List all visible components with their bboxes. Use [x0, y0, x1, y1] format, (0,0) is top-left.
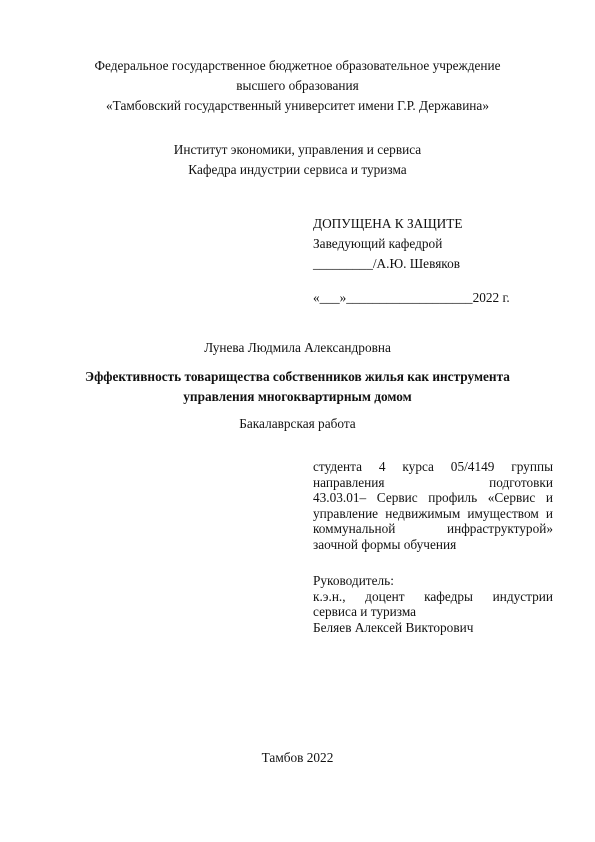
thesis-title — [40, 367, 555, 407]
institute-block — [0, 140, 595, 180]
approval-block — [313, 214, 563, 308]
organization-line-1: Федеральное государственное бюджетное образовательное учреждение — [94, 58, 501, 73]
supervisor-line-2: сервиса и туризма — [313, 604, 417, 619]
thesis-title-line-2: управления многоквартирным домом — [183, 389, 412, 404]
student-info-line-4: управление недвижимым имуществом и — [313, 505, 553, 521]
student-info-line-5: коммунальной инфраструктурой» — [313, 521, 553, 536]
approval-spacer — [313, 274, 563, 288]
city-year: Тамбов 2022 — [261, 750, 334, 765]
student-info-line-2: направления подготовки — [313, 474, 553, 490]
department-name: Кафедра индустрии сервиса и туризма — [188, 162, 407, 177]
supervisor-info — [313, 573, 553, 635]
approval-signature: _________/А.Ю. Шевяков — [313, 256, 461, 271]
author-name: Лунева Людмила Александровна — [204, 340, 391, 355]
approval-role: Заведующий кафедрой — [313, 236, 443, 251]
organization-line-3: «Тамбовский государственный университет имени Г.Р. Державина» — [106, 98, 489, 113]
approval-stamp: ДОПУЩЕНА К ЗАЩИТЕ — [313, 216, 463, 231]
approval-date: «___»___________________2022 г. — [313, 290, 510, 305]
thesis-title-line-1: Эффективность товарищества собственников жилья как инструмента — [85, 369, 510, 384]
supervisor-label: Руководитель: — [313, 573, 394, 588]
organization-header — [0, 56, 595, 116]
supervisor-name: Беляев Алексей Викторович — [313, 619, 474, 635]
student-info-line-6: заочной формы обучения — [313, 536, 457, 552]
supervisor-line-1: к.э.н., доцент кафедры индустрии — [313, 588, 553, 604]
student-info-line-3: 43.03.01– Сервис профиль «Сервис и — [313, 490, 553, 505]
student-info — [313, 459, 553, 552]
work-type: Бакалаврская работа — [239, 416, 356, 431]
organization-line-2: высшего образования — [236, 78, 359, 93]
student-info-line-1: студента 4 курса 05/4149 группы — [313, 459, 553, 474]
institute-name: Институт экономики, управления и сервиса — [173, 142, 422, 157]
